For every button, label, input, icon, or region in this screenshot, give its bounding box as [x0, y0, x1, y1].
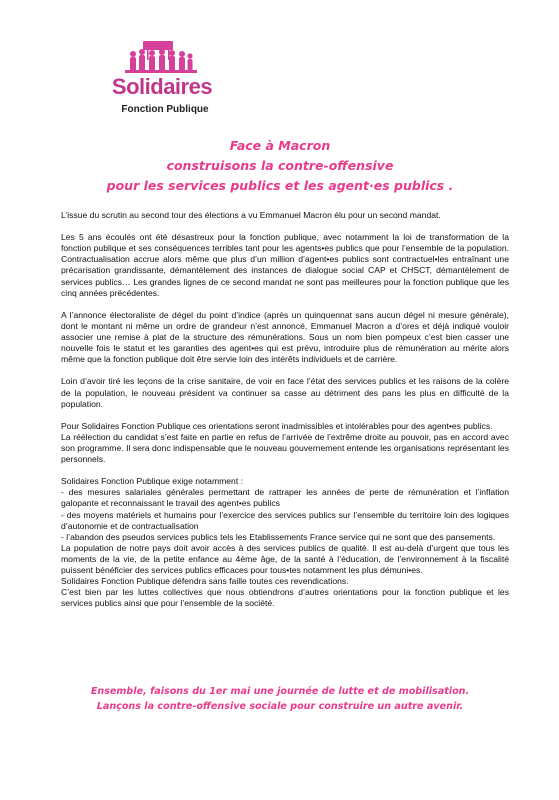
paragraph-five-years: Les 5 ans écoulés ont été désastreux pour la fonction publique, avec notamment la loi de transformation de la fonction publique et ses conséquences terribles tant pour les agents•es publics que pour l’ensemble de la population. Contractualisation accrue alors même que plus d’un million d’agent•es publics sont contractuel•les entraînant une précarisation grandissante, démantèlement des instances de dialogue social CAP et CHSCT, démantèlement de services publics… Les grandes lignes de ce second mandat ne sont pas meilleures pour la fonction publique que les cinq années précédentes.: [61, 232, 509, 298]
document-body: [61, 210, 509, 609]
title-line-2: construisons la contre-offensive: [166, 158, 394, 173]
solidaires-logo: [103, 40, 221, 124]
slogan-line-1: Ensemble, faisons du 1er mai une journée de lutte et de mobilisation.: [90, 686, 470, 697]
paragraph-orientations: Pour Solidaires Fonction Publique ces orientations seront inadmissibles et intolérables pour des agent•es publics.: [61, 420, 493, 431]
logo-subtitle: Fonction Publique: [121, 104, 209, 115]
paragraph-reelection: La réélection du candidat s’est faite en partie en refus de l’arrivée de l’extrême droite au pouvoir, pas en accord avec son programme. Il sera donc indispensable que le nouveau gouvernement entende les organisations représentant les personnels.: [61, 431, 509, 465]
closing-slogan: [40, 684, 520, 714]
paragraph-point-indice: A l’annonce électoraliste de dégel du point d’indice (après un quinquennat sans aucun dégel ni mesure générale), dont le montant ni même un ordre de grandeur n’est annoncé, Emmanuel Macron a d’ores et déjà indiqué vouloir associer une remise à plat de la structure des rémunérations. Sous un nom bien pompeux c’est bien casser une nouvelle fois le statut et les garanties des agent•es qui est prévu, introduire plus de rémunération au mérite alors même que la fonction publique doit être servie loin des intérêts individuels et de carrière.: [61, 309, 509, 365]
paragraph-population: La population de notre pays doit avoir accès à des services publics de qualité. Il est au-delà d’urgent que tous les moments de la vie, de la petite enfance au 4ème âge, de la santé à l’éducation, de l’environnement à la fiscalité puissent bénéficier des services publics efficaces pour tous•tes notamment les plus démuni•es.: [61, 542, 509, 575]
protest-crowd-icon: [125, 40, 197, 76]
paragraph-election: L’issue du scrutin au second tour des élections a vu Emmanuel Macron élu pour un second mandat.: [61, 210, 441, 220]
list-item-salaires: - des mesures salariales générales permettant de rattraper les années de perte de rémunération et l’inflation galopante et reconnaissant le travail des agent•es publics: [61, 487, 509, 509]
slogan-line-2: Lançons la contre-offensive sociale pour construire un autre avenir.: [96, 701, 464, 712]
list-item-moyens: - des moyens matériels et humains pour l’exercice des services publics sur l’ensemble du territoire loin des logiques d’autonomie et de contractualisation: [61, 509, 509, 531]
list-item-abandon: - l’abandon des pseudos services publics tels les Etablissements France service qui ne sont que des pansements.: [61, 531, 496, 542]
paragraph-exige: Solidaires Fonction Publique exige notamment :: [61, 476, 244, 487]
paragraph-luttes: C’est bien par les luttes collectives que nous obtiendrons d’autres orientations pour la fonction publique et les services publics ainsi que pour l’ensemble de la société.: [61, 587, 509, 609]
paragraph-crise-sanitaire: Loin d’avoir tiré les leçons de la crise sanitaire, de voir en face l’état des services publics et les raisons de la colère de la population, le nouveau président va continuer sa casse au détriment des pans les plus en difficulté de la population.: [61, 376, 509, 409]
document-title: [40, 136, 520, 196]
title-line-1: Face à Macron: [229, 138, 331, 153]
paragraph-defendra: Solidaires Fonction Publique défendra sans faille toutes ces revendications.: [61, 576, 349, 587]
title-line-3: pour les services publics et les agent·es publics .: [106, 178, 454, 193]
logo-name: Solidaires: [111, 74, 213, 99]
